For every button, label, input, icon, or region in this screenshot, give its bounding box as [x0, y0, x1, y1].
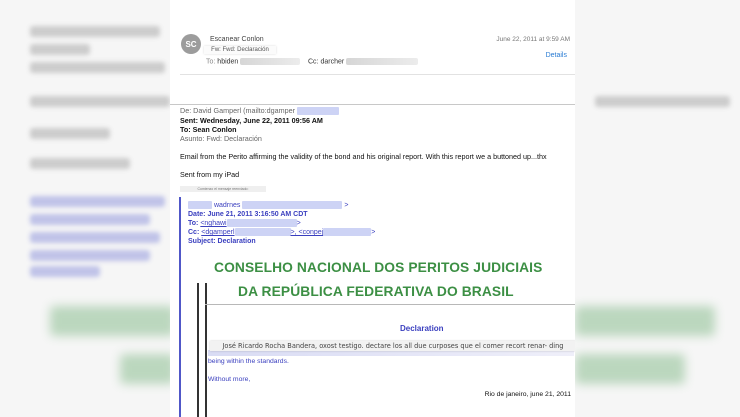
- declaration-standards: being within the standards.: [208, 358, 289, 365]
- to-row: [206, 58, 300, 65]
- forwarded-message-tag: Comienzo el mensaje reenviado:: [180, 186, 266, 192]
- declaration-title: Declaration: [400, 324, 444, 333]
- fwd1-sent: Sent: Wednesday, June 22, 2011 09:56 AM: [180, 116, 323, 125]
- redacted-address: [235, 228, 291, 236]
- fwd2-to: To: <nghawi >: [188, 220, 301, 227]
- redacted-address: [227, 219, 297, 227]
- sender-avatar: SC: [181, 34, 201, 54]
- redacted-address: [346, 58, 418, 65]
- fwd2-date: Date: June 21, 2011 3:16:50 AM CDT: [188, 211, 308, 218]
- fwd2-subject: Subject: Declaration: [188, 238, 256, 245]
- fwd2-cc-link-1[interactable]: <dgamperl: [201, 229, 235, 236]
- letterhead-line-2: DA REPÚBLICA FEDERATIVA DO BRASIL: [238, 284, 514, 299]
- redacted-address: [242, 201, 342, 209]
- fwd2-cc: Cc: <dgamperl >, <conpej >: [188, 229, 376, 236]
- header-divider: [180, 74, 575, 75]
- email-viewer: [170, 0, 575, 417]
- quote-bar: [197, 283, 199, 417]
- details-link[interactable]: Details: [545, 52, 567, 59]
- blurred-background-right: [575, 0, 740, 417]
- fwd1-from: De: David Gamperl (mailto:dgamper: [180, 106, 339, 115]
- fwd1-subject: Asunto: Fwd: Declaración: [180, 134, 262, 143]
- cc-value[interactable]: darcher: [320, 58, 345, 66]
- declaration-place-date: Rio de janeiro, june 21, 2011: [484, 391, 571, 398]
- declaration-closing: Without more,: [208, 376, 251, 383]
- body-divider: [170, 104, 575, 105]
- sender-name: Escanear Conlon: [210, 36, 264, 43]
- redacted-name: [188, 201, 212, 209]
- to-label: To:: [206, 58, 216, 66]
- fwd1-signature: Sent from my iPad: [180, 170, 240, 179]
- letterhead-divider: [205, 304, 575, 305]
- fwd1-body: Email from the Perito affirming the validity of the bond and his original report. With this report we a buttoned up...thx: [180, 152, 547, 161]
- quoted-message: [179, 197, 575, 417]
- redacted-address: [323, 228, 371, 236]
- fwd2-from: wadrnes >: [188, 201, 348, 210]
- cc-row: [308, 58, 418, 65]
- fwd2-to-link[interactable]: <nghawi: [200, 220, 227, 227]
- redacted-address: [297, 107, 339, 115]
- subject-tag: Fw: Fwd: Declaración: [204, 46, 276, 54]
- fwd1-to: To: Sean Conlon: [180, 125, 237, 134]
- fwd2-cc-link-2[interactable]: >, <conpej: [290, 229, 324, 236]
- blurred-background-left: [0, 0, 170, 417]
- to-value[interactable]: hbiden: [217, 58, 239, 66]
- redacted-address: [240, 58, 300, 65]
- cc-label: Cc:: [308, 58, 319, 66]
- message-date: June 22, 2011 at 9:59 AM: [496, 36, 570, 43]
- letterhead-line-1: CONSELHO NACIONAL DOS PERITOS JUDICIAIS: [214, 260, 543, 275]
- declaration-statement: José Ricardo Rocha Bandera, oxost testigo. dectare los all due curposes que el comer recort renar- ding: [210, 341, 575, 351]
